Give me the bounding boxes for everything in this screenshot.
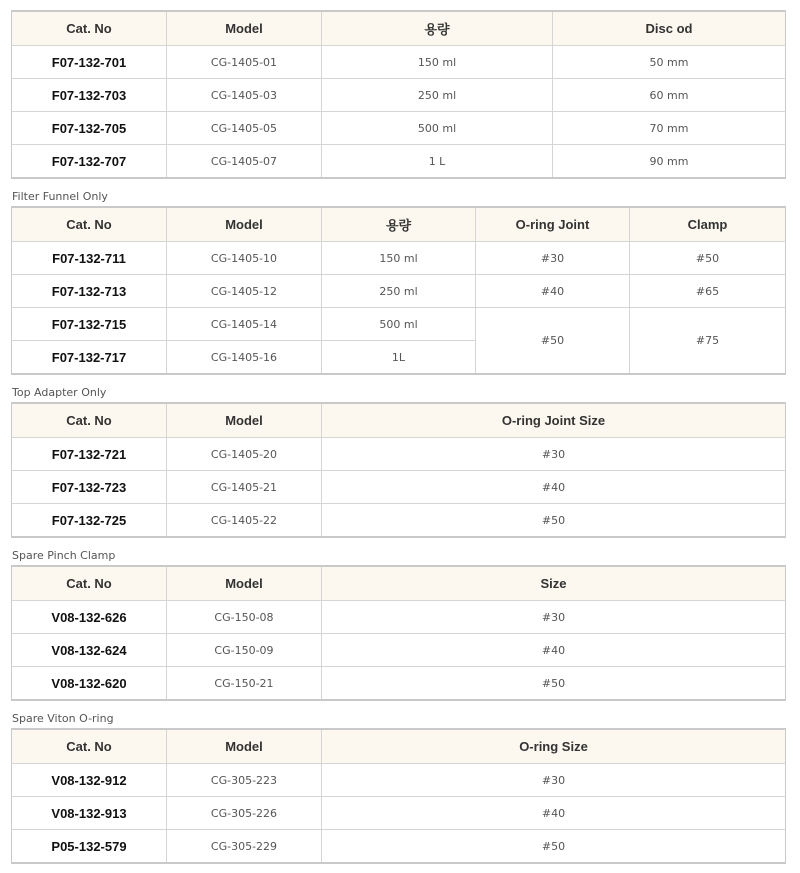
- oring-size-cell: #30: [322, 764, 786, 797]
- table-header-row: [12, 403, 786, 438]
- model-cell: CG-1405-21: [167, 471, 322, 504]
- model-cell: CG-1405-01: [167, 46, 322, 79]
- header-cell: Clamp: [630, 207, 786, 242]
- table-row: [12, 504, 786, 538]
- cat-no-cell: F07-132-701: [12, 46, 167, 79]
- disc-od-cell: 60 mm: [553, 79, 786, 112]
- volume-cell: 150 ml: [322, 242, 476, 275]
- cat-no-cell: V08-132-624: [12, 634, 167, 667]
- clamp-cell: #75: [630, 308, 786, 375]
- table-row: [12, 145, 786, 179]
- cat-no-cell: F07-132-707: [12, 145, 167, 179]
- section-title-viton-oring: Spare Viton O-ring: [12, 712, 114, 725]
- size-cell: #40: [322, 634, 786, 667]
- model-cell: CG-1405-16: [167, 341, 322, 375]
- header-cell: 용량: [322, 207, 476, 242]
- header-cell: Model: [167, 566, 322, 601]
- header-cell: Size: [322, 566, 786, 601]
- table-row: [12, 601, 786, 634]
- disc-od-cell: 50 mm: [553, 46, 786, 79]
- cat-no-cell: F07-132-725: [12, 504, 167, 538]
- volume-cell: 150 ml: [322, 46, 553, 79]
- cat-no-cell: F07-132-705: [12, 112, 167, 145]
- header-cell: O-ring Size: [322, 729, 786, 764]
- oring-joint-cell: #50: [476, 308, 630, 375]
- model-cell: CG-150-21: [167, 667, 322, 701]
- table-row: [12, 667, 786, 701]
- cat-no-cell: F07-132-715: [12, 308, 167, 341]
- model-cell: CG-1405-10: [167, 242, 322, 275]
- header-cell: O-ring Joint Size: [322, 403, 786, 438]
- header-cell: Model: [167, 403, 322, 438]
- table-row: [12, 830, 786, 864]
- spec-table-filter-funnel: [11, 206, 786, 375]
- table-row: [12, 112, 786, 145]
- header-cell: Disc od: [553, 11, 786, 46]
- header-cell: Model: [167, 11, 322, 46]
- model-cell: CG-1405-22: [167, 504, 322, 538]
- oring-joint-cell: #40: [476, 275, 630, 308]
- cat-no-cell: V08-132-913: [12, 797, 167, 830]
- cat-no-cell: V08-132-626: [12, 601, 167, 634]
- volume-cell: 1L: [322, 341, 476, 375]
- volume-cell: 1 L: [322, 145, 553, 179]
- cat-no-cell: F07-132-723: [12, 471, 167, 504]
- model-cell: CG-305-229: [167, 830, 322, 864]
- size-cell: #50: [322, 667, 786, 701]
- cat-no-cell: V08-132-912: [12, 764, 167, 797]
- table-row: [12, 242, 786, 275]
- cat-no-cell: F07-132-711: [12, 242, 167, 275]
- header-cell: 용량: [322, 11, 553, 46]
- header-cell: Cat. No: [12, 566, 167, 601]
- volume-cell: 500 ml: [322, 112, 553, 145]
- table-row: [12, 79, 786, 112]
- table-row: [12, 471, 786, 504]
- model-cell: CG-1405-20: [167, 438, 322, 471]
- model-cell: CG-1405-03: [167, 79, 322, 112]
- table-row: [12, 438, 786, 471]
- volume-cell: 250 ml: [322, 79, 553, 112]
- model-cell: CG-305-223: [167, 764, 322, 797]
- table-row: [12, 764, 786, 797]
- spec-table-top-adapter: [11, 402, 786, 538]
- table-row: [12, 275, 786, 308]
- model-cell: CG-305-226: [167, 797, 322, 830]
- oring-joint-size-cell: #50: [322, 504, 786, 538]
- table-row: [12, 634, 786, 667]
- table-header-row: [12, 729, 786, 764]
- header-cell: Model: [167, 207, 322, 242]
- spec-table-pinch-clamp: [11, 565, 786, 701]
- spec-table-main: [11, 10, 786, 179]
- model-cell: CG-1405-14: [167, 308, 322, 341]
- cat-no-cell: F07-132-713: [12, 275, 167, 308]
- size-cell: #30: [322, 601, 786, 634]
- header-cell: Cat. No: [12, 207, 167, 242]
- model-cell: CG-1405-07: [167, 145, 322, 179]
- oring-joint-size-cell: #30: [322, 438, 786, 471]
- disc-od-cell: 90 mm: [553, 145, 786, 179]
- volume-cell: 500 ml: [322, 308, 476, 341]
- table-row: [12, 797, 786, 830]
- header-cell: O-ring Joint: [476, 207, 630, 242]
- section-title-top-adapter: Top Adapter Only: [12, 386, 107, 399]
- header-cell: Cat. No: [12, 729, 167, 764]
- model-cell: CG-150-09: [167, 634, 322, 667]
- disc-od-cell: 70 mm: [553, 112, 786, 145]
- model-cell: CG-1405-12: [167, 275, 322, 308]
- clamp-cell: #65: [630, 275, 786, 308]
- table-header-row: [12, 11, 786, 46]
- section-title-pinch-clamp: Spare Pinch Clamp: [12, 549, 116, 562]
- clamp-cell: #50: [630, 242, 786, 275]
- table-row: [12, 46, 786, 79]
- oring-size-cell: #50: [322, 830, 786, 864]
- section-title-filter-funnel: Filter Funnel Only: [12, 190, 108, 203]
- cat-no-cell: F07-132-703: [12, 79, 167, 112]
- header-cell: Cat. No: [12, 403, 167, 438]
- spec-table-viton-oring: [11, 728, 786, 864]
- volume-cell: 250 ml: [322, 275, 476, 308]
- header-cell: Model: [167, 729, 322, 764]
- cat-no-cell: F07-132-721: [12, 438, 167, 471]
- oring-joint-size-cell: #40: [322, 471, 786, 504]
- model-cell: CG-150-08: [167, 601, 322, 634]
- cat-no-cell: V08-132-620: [12, 667, 167, 701]
- table-header-row: [12, 207, 786, 242]
- oring-joint-cell: #30: [476, 242, 630, 275]
- table-header-row: [12, 566, 786, 601]
- header-cell: Cat. No: [12, 11, 167, 46]
- oring-size-cell: #40: [322, 797, 786, 830]
- cat-no-cell: F07-132-717: [12, 341, 167, 375]
- model-cell: CG-1405-05: [167, 112, 322, 145]
- cat-no-cell: P05-132-579: [12, 830, 167, 864]
- table-row: [12, 308, 786, 341]
